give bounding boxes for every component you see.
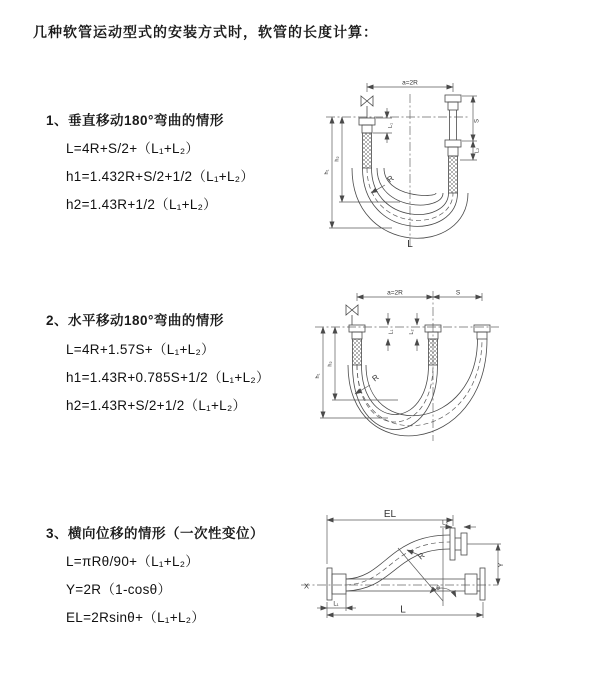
section-2-formula-h1: h1=1.43R+0.785S+1/2（L₁+L₂） bbox=[66, 370, 270, 385]
dimension-fitting-left bbox=[373, 108, 394, 143]
dim-label-h2: h₂ bbox=[327, 361, 334, 367]
dim-label-l1: L₁ bbox=[388, 329, 395, 335]
section-3-formula-l: L=πRθ/90+（L₁+L₂） bbox=[66, 554, 200, 569]
dim-label-l2: L₂ bbox=[409, 329, 415, 335]
axis-mark: X bbox=[304, 581, 310, 591]
right-flange bbox=[465, 568, 485, 600]
dimension-a-2r bbox=[357, 290, 482, 302]
label-r: R bbox=[416, 550, 427, 562]
label-r: R bbox=[370, 372, 381, 384]
dim-label-l1: L₁ bbox=[388, 123, 394, 128]
section-3-heading: 3、横向位移的情形（一次性变位） bbox=[46, 526, 265, 541]
dimension-fitting-left bbox=[388, 313, 395, 351]
diagram-vertical-180-bend bbox=[312, 76, 572, 256]
section-1-heading: 1、垂直移动180°弯曲的情形 bbox=[46, 113, 224, 128]
section-2-heading: 2、水平移动180°弯曲的情形 bbox=[46, 313, 224, 328]
dim-label-h2: h₂ bbox=[334, 156, 341, 162]
dim-label-h1: h₁ bbox=[315, 373, 321, 379]
dim-label-a2r: a=2R bbox=[402, 79, 418, 87]
dim-label-y: Y bbox=[498, 562, 505, 568]
label-l: L bbox=[407, 239, 413, 250]
section-3-formula-y: Y=2R（1-cosθ） bbox=[66, 582, 172, 597]
section-2-formula-h2: h2=1.43R+S/2+1/2（L₁+L₂） bbox=[66, 398, 247, 413]
page-title: 几种软管运动型式的安装方式时，软管的长度计算： bbox=[33, 24, 378, 40]
angle-label-theta: θ bbox=[436, 585, 440, 592]
top-right-flange bbox=[450, 528, 501, 560]
right-hose-fitting-lower bbox=[445, 140, 461, 193]
dimension-heights bbox=[324, 117, 400, 228]
diagram-lateral-displacement bbox=[293, 498, 593, 648]
dimension-fitting-left bbox=[317, 594, 356, 611]
bend-radius-callout bbox=[371, 174, 396, 193]
dim-label-s: S bbox=[474, 118, 481, 124]
dimension-a-2r bbox=[367, 80, 453, 93]
dim-label-h1: h₁ bbox=[324, 169, 330, 175]
diagram-horizontal-180-bend bbox=[303, 283, 573, 448]
dimension-fitting-mid bbox=[409, 313, 417, 351]
section-1-formula-h1: h1=1.432R+S/2+1/2（L₁+L₂） bbox=[66, 169, 255, 184]
right-hose-fitting-upper bbox=[445, 95, 461, 140]
left-hose-fitting bbox=[349, 325, 365, 365]
dimension-fitting-right bbox=[460, 141, 481, 160]
valve-icon bbox=[346, 305, 358, 325]
angle-construction bbox=[398, 528, 456, 606]
dimension-length-l bbox=[327, 602, 483, 618]
label-r: R bbox=[385, 173, 396, 185]
centerlines bbox=[315, 291, 499, 441]
hose-s-curve bbox=[346, 535, 450, 591]
left-flange bbox=[327, 568, 346, 600]
section-3-formula-el: EL=2Rsinθ+（L₁+L₂） bbox=[66, 610, 206, 625]
dim-label-l2: L₂ bbox=[442, 520, 448, 527]
section-2-formula-l: L=4R+1.57S+（L₁+L₂） bbox=[66, 342, 215, 357]
valve-icon bbox=[361, 96, 373, 118]
left-hose-fitting bbox=[359, 118, 375, 168]
dim-label-l: L bbox=[400, 604, 406, 616]
dim-label-a2r: a=2R bbox=[387, 289, 403, 297]
section-1-formula-h2: h2=1.43R+1/2（L₁+L₂） bbox=[66, 197, 217, 212]
dim-label-l2: L₂ bbox=[474, 147, 481, 154]
dimension-travel-s bbox=[462, 96, 481, 141]
dim-label-el: EL bbox=[383, 509, 397, 520]
hose-u-bend-original bbox=[353, 365, 438, 430]
dimension-fitting-top bbox=[440, 521, 476, 528]
dimension-offset-y bbox=[498, 544, 505, 585]
dim-label-l1: L₁ bbox=[333, 601, 339, 608]
dimension-travel-s bbox=[433, 290, 482, 298]
section-1-formula-l: L=4R+S/2+（L₁+L₂） bbox=[66, 141, 200, 156]
dim-label-s: S bbox=[455, 289, 461, 297]
